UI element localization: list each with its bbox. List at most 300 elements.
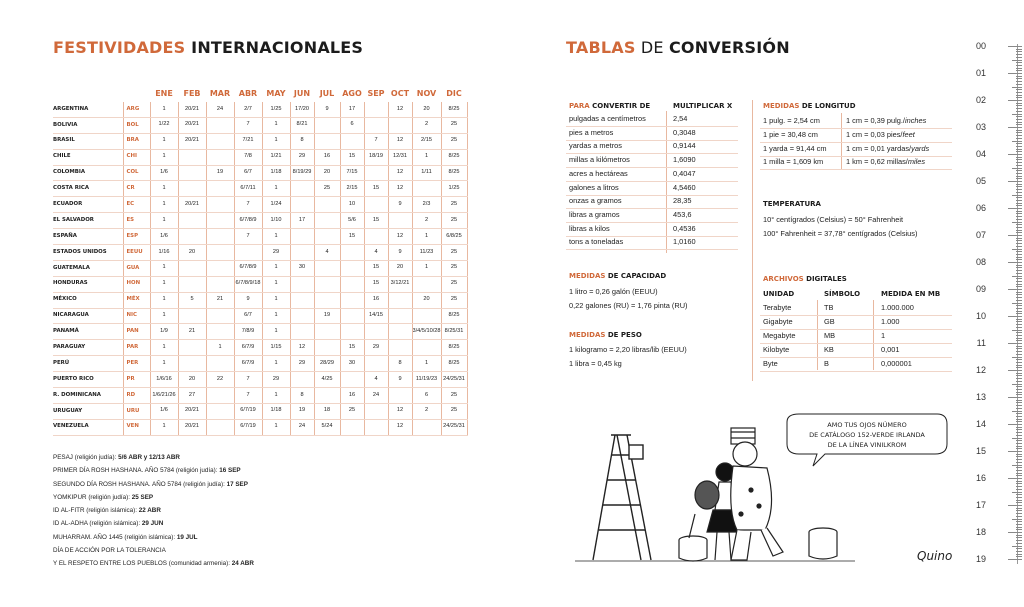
holiday-cell: 1 [150, 292, 178, 308]
ruler-tick [1016, 95, 1022, 96]
conversion-title [566, 38, 790, 57]
para-factor: 1,0160 [673, 237, 696, 247]
ruler-tick [1016, 489, 1022, 490]
ruler-label: 12 [975, 365, 986, 375]
ruler-label: 03 [975, 122, 986, 132]
man-figure [731, 428, 783, 560]
table-row [53, 245, 467, 261]
holiday-cell: 20 [412, 292, 441, 308]
note-date: 29 JUN [141, 520, 164, 528]
holiday-cell: 19 [206, 165, 234, 181]
holiday-cell: 1 [150, 181, 178, 197]
holiday-cell: 20/21 [178, 197, 206, 213]
holiday-cell: 4/25 [314, 372, 340, 388]
ruler-tick [1016, 70, 1022, 71]
ruler-tick [1016, 392, 1022, 393]
conversion-title-mid: DE [635, 38, 669, 57]
archivos-heading-accent: ARCHIVOS [763, 275, 804, 283]
ruler-label: 16 [975, 473, 986, 483]
ruler-label: 09 [975, 284, 986, 294]
ruler-tick [1016, 265, 1022, 266]
ruler-tick [1016, 467, 1022, 468]
ruler-tick [1016, 149, 1022, 150]
holiday-cell [206, 133, 234, 149]
para-factor: 2,54 [673, 114, 688, 123]
ruler-tick [1012, 303, 1022, 304]
ruler-tick [1016, 527, 1022, 528]
holiday-cell: 29 [364, 340, 388, 356]
holiday-cell: 1 [206, 340, 234, 356]
ruler-tick [1008, 208, 1022, 209]
holiday-cell: 30 [340, 356, 364, 372]
note-line [53, 517, 254, 530]
holiday-cell: 20 [178, 372, 206, 388]
holiday-cell: 2/15 [412, 133, 441, 149]
holiday-cell: 1/6 [150, 165, 178, 181]
note-date: 17 SEP [226, 480, 248, 488]
ruler-label: 02 [975, 95, 986, 105]
table-row [53, 324, 467, 340]
holiday-cell: 3/4/5/10/28 [412, 324, 441, 340]
holiday-cell: 7 [234, 229, 262, 245]
holiday-cell: 8 [388, 356, 412, 372]
holiday-cell: 1/15 [262, 340, 290, 356]
ruler-tick [1016, 200, 1022, 201]
table-row [53, 419, 467, 435]
table-row [53, 213, 467, 229]
holiday-cell: 1 [262, 117, 290, 133]
holiday-cell: 8/21 [290, 117, 314, 133]
month-header-oct: OCT [390, 88, 410, 98]
ruler-tick [1016, 400, 1022, 401]
ruler-tick [1016, 105, 1022, 106]
ruler-tick [1016, 246, 1022, 247]
conversion-title-bold: CONVERSIÓN [668, 38, 790, 57]
ruler-tick [1016, 254, 1022, 255]
holiday-cell: 9 [388, 372, 412, 388]
holiday-cell: 9 [388, 197, 412, 213]
ruler-tick [1016, 381, 1022, 382]
holiday-cell: 1/9 [150, 324, 178, 340]
ruler-tick [1012, 330, 1022, 331]
capacidad-line-1: 1 litro = 0,26 galón (EEUU) [569, 287, 658, 296]
festividades-title [53, 38, 363, 57]
ruler-tick [1016, 311, 1022, 312]
ruler-tick [1016, 408, 1022, 409]
ruler-tick [1016, 65, 1022, 66]
ruler-tick [1016, 143, 1022, 144]
longitud-right [846, 144, 929, 153]
holiday-cell: 25 [441, 403, 467, 419]
ruler-tick [1016, 259, 1022, 260]
para-from: pulgadas a centímetros [569, 114, 646, 123]
paint-can-left [679, 514, 707, 561]
note-text: ID AL-ADHA (religión islámica): [53, 520, 142, 528]
ruler-tick [1012, 168, 1022, 169]
longitud-right [846, 157, 925, 166]
longitud-heading-rest: DE LONGITUD [799, 102, 856, 110]
holiday-cell: 7/8/9 [234, 324, 262, 340]
archivos-simbolo: KB [824, 344, 834, 354]
note-text: SEGUNDO DÍA ROSH HASHANA. AÑO 5784 (religión judía): [53, 480, 227, 488]
holiday-cell [206, 117, 234, 133]
country-name: MÉXICO [53, 292, 123, 308]
country-name: COLOMBIA [53, 165, 123, 181]
archivos-divider-1 [817, 300, 818, 370]
ruler-tick [1016, 76, 1022, 77]
holiday-cell: 1/11 [412, 165, 441, 181]
para-factor: 28,35 [673, 196, 692, 206]
holiday-cell [314, 260, 340, 276]
month-header-nov: NOV [416, 88, 437, 98]
peso-line-1: 1 kilogramo = 2,20 libras/lib (EEUU) [569, 345, 687, 354]
longitud-heading [763, 102, 856, 110]
holiday-cell [206, 276, 234, 292]
holiday-cell [314, 117, 340, 133]
ruler-tick [1008, 559, 1022, 560]
ruler-tick [1016, 138, 1022, 139]
ruler-tick [1016, 556, 1022, 557]
holiday-cell: 15 [340, 340, 364, 356]
ruler-tick [1016, 159, 1022, 160]
holiday-cell: 21 [206, 292, 234, 308]
holiday-cell: 16 [340, 388, 364, 404]
note-line [53, 478, 254, 491]
row-divider [760, 329, 952, 330]
para-from: libras a kilos [569, 223, 610, 233]
ruler-tick [1016, 313, 1022, 314]
holiday-cell: 1/16 [150, 245, 178, 261]
country-code: RD [123, 388, 150, 404]
ruler-tick [1016, 178, 1022, 179]
country-code: PAN [123, 324, 150, 340]
para-factor: 4,5460 [673, 182, 696, 192]
holiday-cell [206, 403, 234, 419]
ruler-label: 13 [975, 392, 986, 402]
holiday-cell: 17 [340, 102, 364, 117]
holiday-cell: 15 [340, 229, 364, 245]
holiday-cell [340, 133, 364, 149]
holiday-cell: 12 [388, 229, 412, 245]
para-factor: 0,3048 [673, 127, 696, 137]
ruler-tick [1016, 62, 1022, 63]
ruler-label: 04 [975, 149, 986, 159]
holiday-cell: 30 [290, 260, 314, 276]
ruler-tick [1016, 278, 1022, 279]
holiday-cell [206, 324, 234, 340]
holiday-cell: 1 [262, 260, 290, 276]
para-from: onzas a gramos [569, 196, 622, 206]
holiday-cell: 1 [262, 181, 290, 197]
longitud-right-text: 1 cm = 0,39 pulg./ [846, 116, 905, 125]
holiday-cell: 1 [262, 276, 290, 292]
ruler-tick [1008, 370, 1022, 371]
ruler-tick [1016, 338, 1022, 339]
note-text: Y EL RESPETO ENTRE LOS PUEBLOS (comunidad armenia): [53, 560, 232, 568]
ruler-tick [1016, 243, 1022, 244]
holiday-cell: 17/20 [290, 102, 314, 117]
ruler-tick [1016, 184, 1022, 185]
holiday-cell [340, 419, 364, 435]
holiday-cell: 6/7/11 [234, 181, 262, 197]
ruler-tick [1016, 324, 1022, 325]
holiday-cell [314, 388, 340, 404]
para-from: tons a toneladas [569, 237, 624, 247]
holiday-cell [314, 133, 340, 149]
country-code: COL [123, 165, 150, 181]
ruler-tick [1016, 203, 1022, 204]
ruler-tick [1016, 456, 1022, 457]
table-row [53, 229, 467, 245]
paint-can-right [809, 528, 837, 559]
ruler-tick [1016, 497, 1022, 498]
holiday-cell [412, 181, 441, 197]
ruler-tick [1008, 532, 1022, 533]
holiday-cell: 8/25 [441, 149, 467, 165]
ruler-tick [1016, 89, 1022, 90]
holiday-cell: 20 [178, 245, 206, 261]
holiday-cell [314, 276, 340, 292]
para-from: acres a hectáreas [569, 168, 628, 178]
holiday-cell: 2 [412, 403, 441, 419]
ruler-tick [1016, 535, 1022, 536]
holiday-cell [314, 292, 340, 308]
country-code: VEN [123, 419, 150, 435]
holiday-cell: 1 [150, 197, 178, 213]
holiday-cell: 1 [262, 308, 290, 324]
holiday-cell: 20/21 [178, 403, 206, 419]
ruler-tick [1016, 405, 1022, 406]
ruler-tick [1016, 354, 1022, 355]
ruler-tick [1008, 181, 1022, 182]
month-header-may: MAY [266, 88, 286, 98]
country-code: MÉX [123, 292, 150, 308]
ruler-tick [1016, 240, 1022, 241]
ruler-tick [1008, 451, 1022, 452]
quino-signature: Quino [917, 549, 953, 563]
ruler-tick [1016, 284, 1022, 285]
holiday-cell [290, 308, 314, 324]
country-code: CHI [123, 149, 150, 165]
holiday-cell: 17 [290, 213, 314, 229]
note-date: 24 ABR [231, 560, 254, 568]
holiday-cell: 20 [314, 165, 340, 181]
holiday-cell: 25 [314, 181, 340, 197]
holiday-cell: 12 [388, 102, 412, 117]
capacidad-heading-accent: MEDIDAS [569, 272, 606, 280]
holiday-cell: 6/7/19 [234, 403, 262, 419]
ruler-tick [1012, 438, 1022, 439]
ruler-tick [1012, 222, 1022, 223]
table-row [53, 260, 467, 276]
holiday-cell: 6/7 [234, 165, 262, 181]
ruler-tick [1016, 319, 1022, 320]
ruler-tick [1008, 478, 1022, 479]
holiday-cell: 2/3 [412, 197, 441, 213]
holiday-cell: 7/8 [234, 149, 262, 165]
table-row [53, 356, 467, 372]
archivos-medida: 1.000 [881, 316, 900, 326]
holiday-cell: 5/6 [340, 213, 364, 229]
holiday-cell [178, 229, 206, 245]
holiday-cell: 1 [150, 340, 178, 356]
table-row [53, 372, 467, 388]
ruler-tick [1016, 335, 1022, 336]
ruler-tick [1016, 251, 1022, 252]
holiday-cell [340, 308, 364, 324]
holiday-cell: 1 [412, 229, 441, 245]
holiday-cell: 9 [234, 292, 262, 308]
ruler-tick [1016, 238, 1022, 239]
ruler-tick [1016, 57, 1022, 58]
ruler-tick [1016, 359, 1022, 360]
archivos-simbolo: GB [824, 316, 835, 326]
note-line [53, 531, 254, 544]
ruler-label: 07 [975, 230, 986, 240]
festividades-title-rest: INTERNACIONALES [185, 38, 364, 57]
ruler-tick [1016, 219, 1022, 220]
holiday-cell [206, 260, 234, 276]
holiday-cell: 6/7/9 [234, 340, 262, 356]
holiday-cell: 27 [178, 388, 206, 404]
longitud-right-text: 1 cm = 0,03 pies/ [846, 129, 903, 139]
note-date: 5/6 ABR y 12/13 ABR [118, 454, 180, 461]
holiday-cell: 1 [150, 419, 178, 435]
ruler-tick [1008, 505, 1022, 506]
holiday-cell: 12 [388, 419, 412, 435]
peso-heading [569, 331, 642, 339]
month-header-ene: ENE [155, 88, 173, 98]
country-name: COSTA RICA [53, 181, 123, 197]
note-date: 16 SEP [219, 467, 241, 475]
archivos-divider-2 [873, 300, 874, 370]
peso-line-2: 1 libra = 0,45 kg [569, 359, 622, 368]
country-name: ARGENTINA [53, 102, 123, 117]
holiday-cell: 19 [314, 308, 340, 324]
ruler-tick [1016, 197, 1022, 198]
ruler-tick [1016, 281, 1022, 282]
ruler-tick [1016, 130, 1022, 131]
country-code: ARG [123, 102, 150, 117]
para-factor: 0,9144 [673, 141, 696, 151]
row-divider [760, 315, 952, 316]
ruler-tick [1016, 554, 1022, 555]
holiday-cell: 9 [388, 245, 412, 261]
holiday-cell [388, 308, 412, 324]
holiday-cell: 6/7/19 [234, 419, 262, 435]
country-code: GUA [123, 260, 150, 276]
ruler-tick [1016, 49, 1022, 50]
ruler-tick [1012, 114, 1022, 115]
holiday-cell: 28/29 [314, 356, 340, 372]
ruler-tick [1016, 378, 1022, 379]
holiday-cell: 21 [178, 324, 206, 340]
ruler-tick [1008, 127, 1022, 128]
holiday-cell [388, 292, 412, 308]
ruler-tick [1008, 46, 1022, 47]
ruler-tick [1012, 465, 1022, 466]
row-divider [760, 371, 952, 372]
ruler-tick [1016, 513, 1022, 514]
table-row [53, 340, 467, 356]
note-line [53, 504, 254, 517]
para-from: yardas a metros [569, 141, 622, 151]
ruler-tick [1016, 394, 1022, 395]
country-code: BOL [123, 117, 150, 133]
holiday-cell: 1/18 [262, 403, 290, 419]
quino-cartoon-illustration [555, 410, 965, 570]
para-convertir-heading [569, 102, 650, 110]
holiday-cell [206, 197, 234, 213]
ruler-tick [1016, 365, 1022, 366]
row-divider [760, 169, 952, 170]
holiday-cell: 25 [441, 245, 467, 261]
holiday-cell: 25 [441, 292, 467, 308]
ruler-tick [1016, 170, 1022, 171]
country-code: PAR [123, 340, 150, 356]
ruler-tick [1016, 483, 1022, 484]
holiday-cell [314, 213, 340, 229]
temperatura-line-1: 10° centígrados (Celsius) = 50° Fahrenheit [763, 215, 904, 224]
peso-heading-accent: MEDIDAS [569, 331, 606, 339]
holiday-cell [290, 276, 314, 292]
holiday-cell [364, 102, 388, 117]
holiday-cell: 20/21 [178, 133, 206, 149]
country-code: HON [123, 276, 150, 292]
ruler-tick [1012, 384, 1022, 385]
ruler-tick [1016, 537, 1022, 538]
longitud-heading-accent: MEDIDAS [763, 102, 800, 110]
archivos-unidad: Megabyte [763, 330, 796, 340]
ruler-tick [1016, 97, 1022, 98]
holiday-cell: 6/7/9 [234, 356, 262, 372]
holiday-cell: 25 [441, 213, 467, 229]
holiday-cell: 22 [206, 372, 234, 388]
ruler-tick [1016, 132, 1022, 133]
holiday-cell: 15 [364, 213, 388, 229]
ruler-tick [1016, 162, 1022, 163]
holiday-cell: 6 [340, 117, 364, 133]
holiday-cell: 1 [150, 149, 178, 165]
ladder-drawing [593, 435, 651, 560]
country-code: EEUU [123, 245, 150, 261]
longitud-left: 1 yarda = 91,44 cm [763, 143, 827, 153]
ruler-tick [1016, 529, 1022, 530]
longitud-right-text: 1 cm = 0,01 yardas/ [846, 143, 912, 153]
ruler-tick [1008, 397, 1022, 398]
holiday-cell: 1 [262, 229, 290, 245]
para-factor: 1,6090 [673, 155, 696, 165]
temperatura-heading [763, 200, 821, 208]
ruler-tick [1016, 432, 1022, 433]
ruler-tick [1016, 308, 1022, 309]
holiday-cell [290, 372, 314, 388]
ruler-tick [1016, 462, 1022, 463]
holiday-cell: 7/15 [340, 165, 364, 181]
archivos-medida: 1 [881, 330, 886, 340]
holiday-cell [206, 419, 234, 435]
ruler-tick [1016, 135, 1022, 136]
holiday-cell: 8/25/31 [441, 324, 467, 340]
ruler-tick [1016, 459, 1022, 460]
ruler-tick [1012, 411, 1022, 412]
ruler-tick [1016, 84, 1022, 85]
holiday-cell [178, 308, 206, 324]
capacidad-line-2: 0,22 galones (RU) = 1,76 pinta (RU) [569, 301, 688, 310]
holiday-cell: 6/8/25 [441, 229, 467, 245]
ruler-tick [1016, 327, 1022, 328]
note-line [53, 491, 254, 504]
